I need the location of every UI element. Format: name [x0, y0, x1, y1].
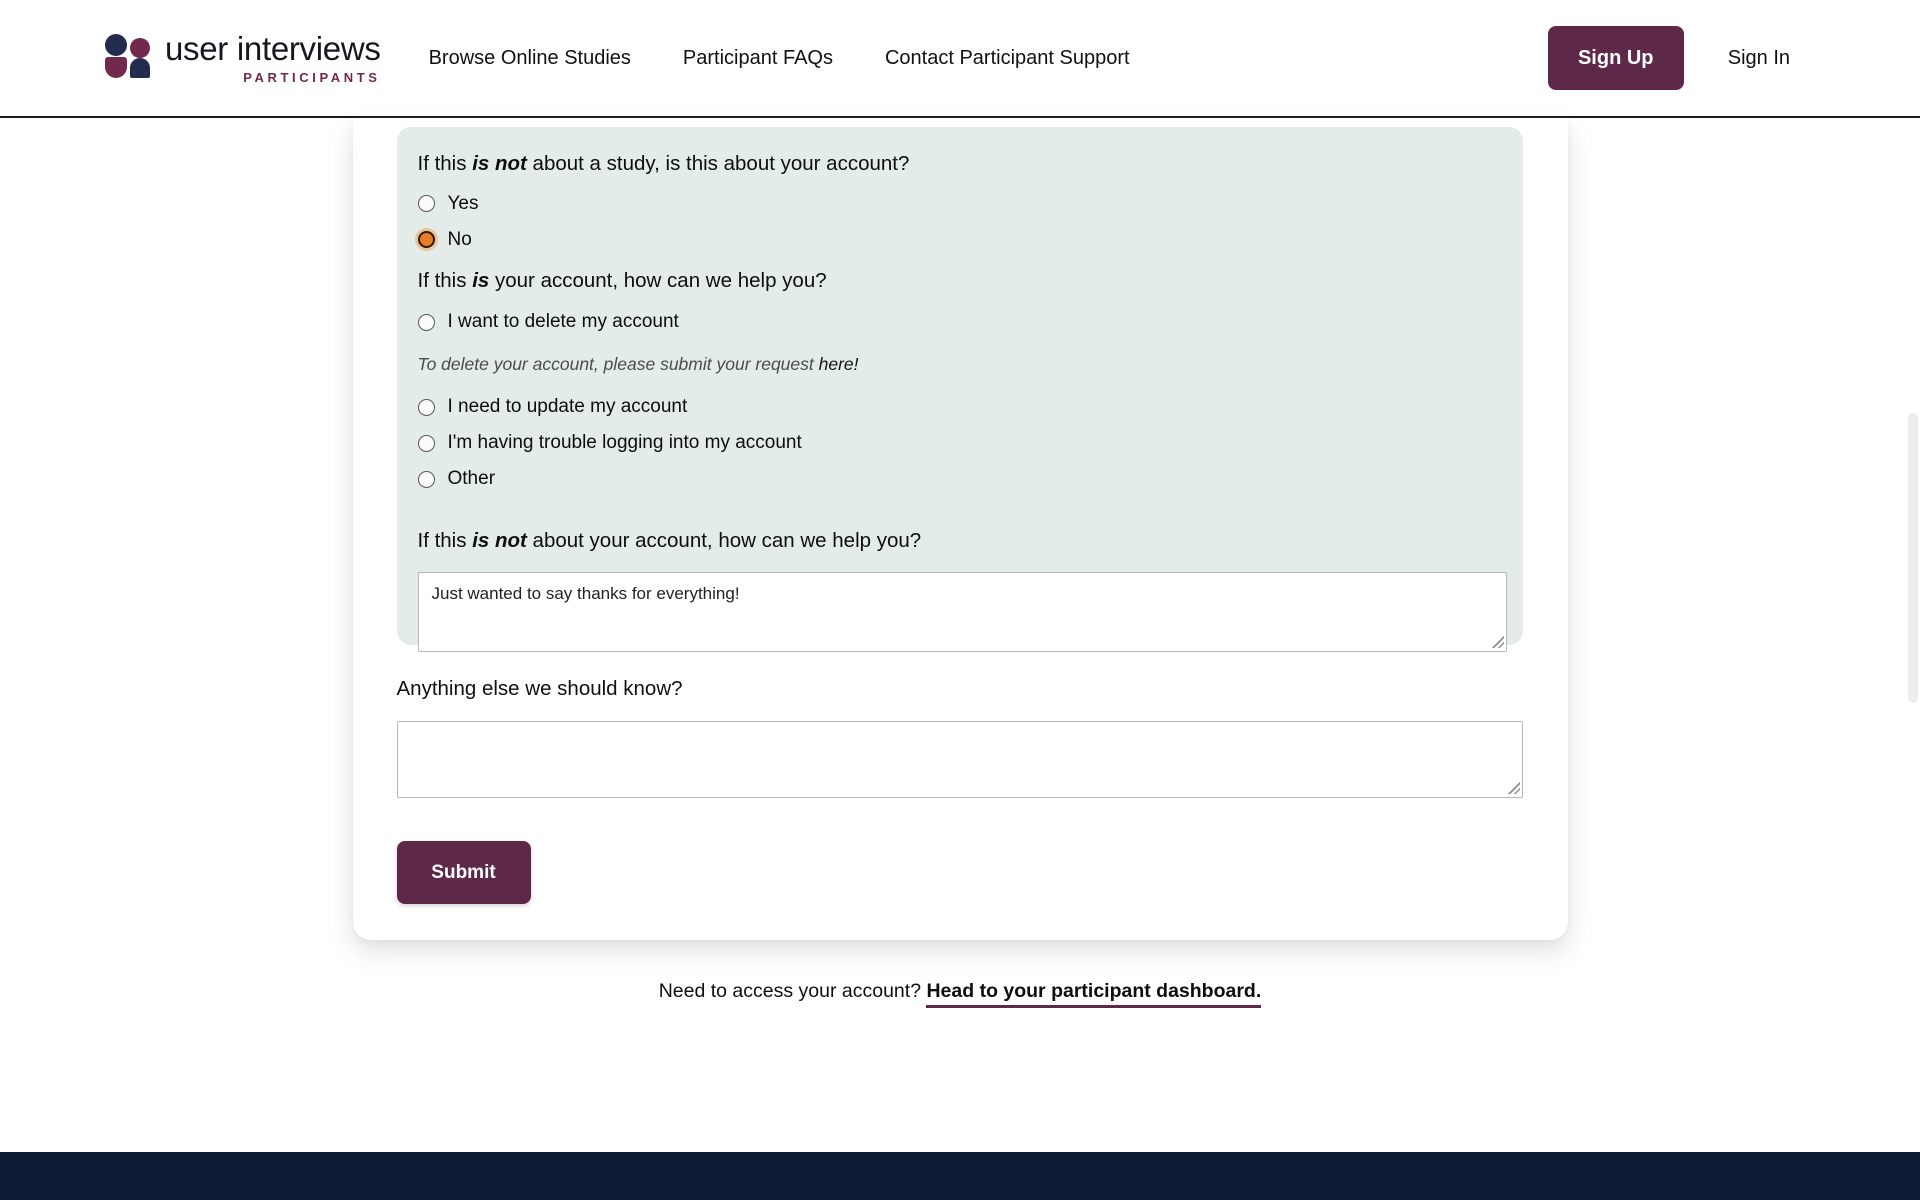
page-body: [0, 118, 1920, 1152]
footer-bar: [0, 1152, 1920, 1200]
radio-option-delete-account[interactable]: I want to delete my account: [418, 311, 679, 333]
radio-button-icon[interactable]: [418, 314, 435, 331]
radio-button-icon[interactable]: [418, 435, 435, 452]
main-nav: [429, 47, 1130, 70]
radio-option-no[interactable]: No: [418, 229, 472, 251]
vertical-scrollbar-thumb[interactable]: [1908, 413, 1918, 703]
participant-dashboard-link[interactable]: Head to your participant dashboard.: [926, 980, 1261, 1008]
sign-in-link[interactable]: Sign In: [1727, 46, 1790, 69]
radio-option-other[interactable]: Other: [418, 468, 496, 490]
submit-button[interactable]: Submit: [397, 841, 531, 904]
question-about-account: If this is not about a study, is this about your account?: [417, 152, 910, 175]
nav-contact-participant-support[interactable]: Contact Participant Support: [884, 46, 1130, 69]
radio-button-icon[interactable]: [418, 399, 435, 416]
help-message-textarea[interactable]: [418, 572, 1507, 652]
radio-option-yes[interactable]: Yes: [418, 193, 479, 215]
nav-browse-online-studies[interactable]: Browse Online Studies: [428, 46, 631, 69]
nav-participant-faqs[interactable]: Participant FAQs: [682, 46, 833, 69]
radio-button-icon[interactable]: [418, 231, 435, 248]
delete-request-here-link[interactable]: here!: [818, 354, 859, 375]
top-navigation-bar: [0, 0, 1920, 118]
account-question-panel: [397, 127, 1523, 645]
radio-button-icon[interactable]: [418, 195, 435, 212]
logo-participants-label: PARTICIPANTS: [243, 69, 381, 85]
anything-else-label: Anything else we should know?: [396, 677, 683, 700]
radio-option-update-account[interactable]: I need to update my account: [418, 396, 688, 418]
user-interviews-logo-icon: [105, 32, 151, 80]
logo-wordmark: user interviews: [165, 30, 381, 68]
anything-else-textarea[interactable]: [397, 721, 1523, 798]
question-account-help: If this is your account, how can we help you?: [417, 268, 827, 292]
radio-button-icon[interactable]: [418, 471, 435, 488]
radio-option-login-trouble[interactable]: I'm having trouble logging into my account: [418, 432, 802, 454]
question-not-account-help: If this is not about your account, how can we help you?: [417, 529, 922, 553]
delete-account-note: To delete your account, please submit your request here!: [417, 354, 859, 375]
dashboard-access-row: Need to access your account? Head to your participant dashboard.: [0, 980, 1920, 1003]
user-interviews-logo[interactable]: [105, 31, 381, 84]
sign-up-button[interactable]: Sign Up: [1548, 26, 1684, 90]
support-form-card: [353, 118, 1568, 940]
